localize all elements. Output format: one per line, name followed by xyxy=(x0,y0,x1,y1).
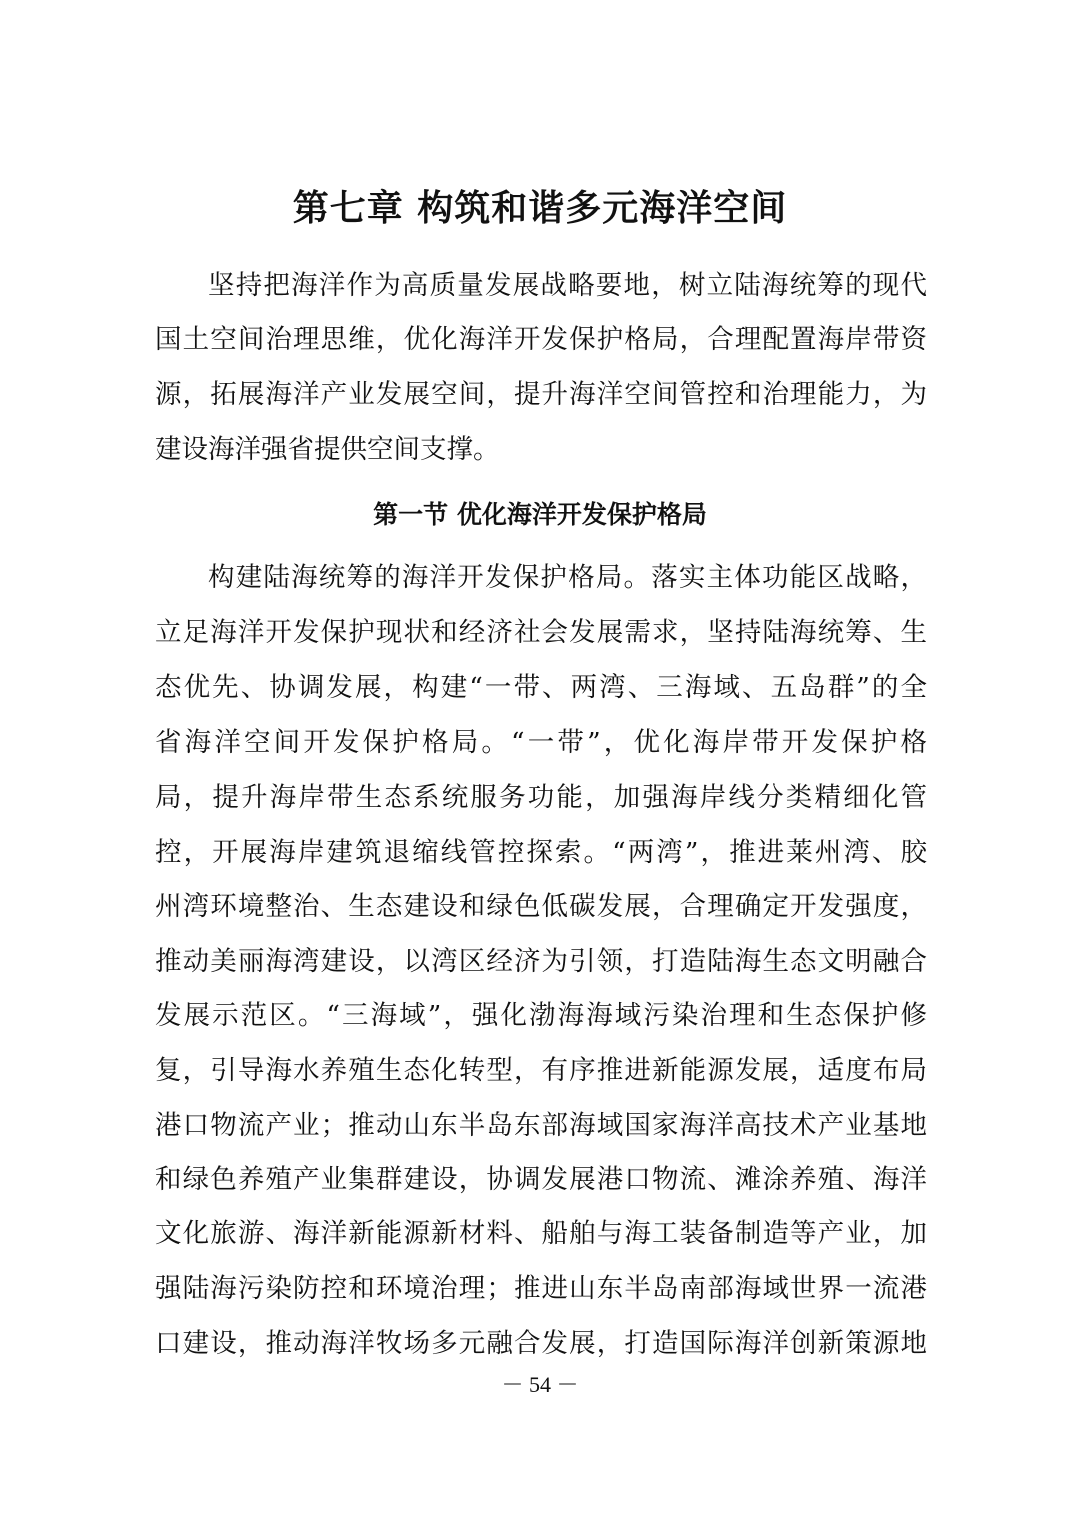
paragraph-line: 港口物流产业；推动山东半岛东部海域国家海洋高技术产业基地 xyxy=(155,1110,927,1141)
paragraph-line: 立足海洋开发保护现状和经济社会发展需求，坚持陆海统筹、生 xyxy=(155,617,927,648)
paragraph-line: 文化旅游、海洋新能源新材料、船舶与海工装备制造等产业，加 xyxy=(155,1218,927,1249)
paragraph-line: 局，提升海岸带生态系统服务功能，加强海岸线分类精细化管 xyxy=(155,782,927,813)
paragraph-line: 构建陆海统筹的海洋开发保护格局。落实主体功能区战略， xyxy=(208,562,927,593)
paragraph-line: 口建设，推动海洋牧场多元融合发展，打造国际海洋创新策源地 xyxy=(155,1328,927,1359)
page-number: － 54 － xyxy=(501,1372,579,1397)
paragraph-line: 发展示范区。“三海域”，强化渤海海域污染治理和生态保护修 xyxy=(155,1000,927,1031)
paragraph-line: 省海洋空间开发保护格局。“一带”，优化海岸带开发保护格 xyxy=(155,727,927,758)
paragraph-line: 态优先、协调发展，构建“一带、两湾、三海域、五岛群”的全 xyxy=(155,672,927,703)
paragraph-line: 和绿色养殖产业集群建设，协调发展港口物流、滩涂养殖、海洋 xyxy=(155,1164,927,1195)
chapter-title: 第七章 构筑和谐多元海洋空间 xyxy=(292,187,788,229)
paragraph-line: 州湾环境整治、生态建设和绿色低碳发展，合理确定开发强度， xyxy=(155,891,927,922)
paragraph-line: 建设海洋强省提供空间支撑。 xyxy=(155,434,500,465)
paragraph-line: 源，拓展海洋产业发展空间，提升海洋空间管控和治理能力，为 xyxy=(155,379,927,410)
paragraph-line: 国土空间治理思维，优化海洋开发保护格局，合理配置海岸带资 xyxy=(155,324,927,355)
paragraph-line: 控，开展海岸建筑退缩线管控探索。“两湾”，推进莱州湾、胶 xyxy=(155,837,927,868)
paragraph-line: 强陆海污染防控和环境治理；推进山东半岛南部海域世界一流港 xyxy=(155,1273,927,1304)
paragraph-line: 推动美丽海湾建设，以湾区经济为引领，打造陆海生态文明融合 xyxy=(155,946,927,977)
paragraph-line: 复，引导海水养殖生态化转型，有序推进新能源发展，适度布局 xyxy=(155,1055,927,1086)
section-title: 第一节 优化海洋开发保护格局 xyxy=(373,500,707,529)
paragraph-line: 坚持把海洋作为高质量发展战略要地，树立陆海统筹的现代 xyxy=(208,270,927,301)
